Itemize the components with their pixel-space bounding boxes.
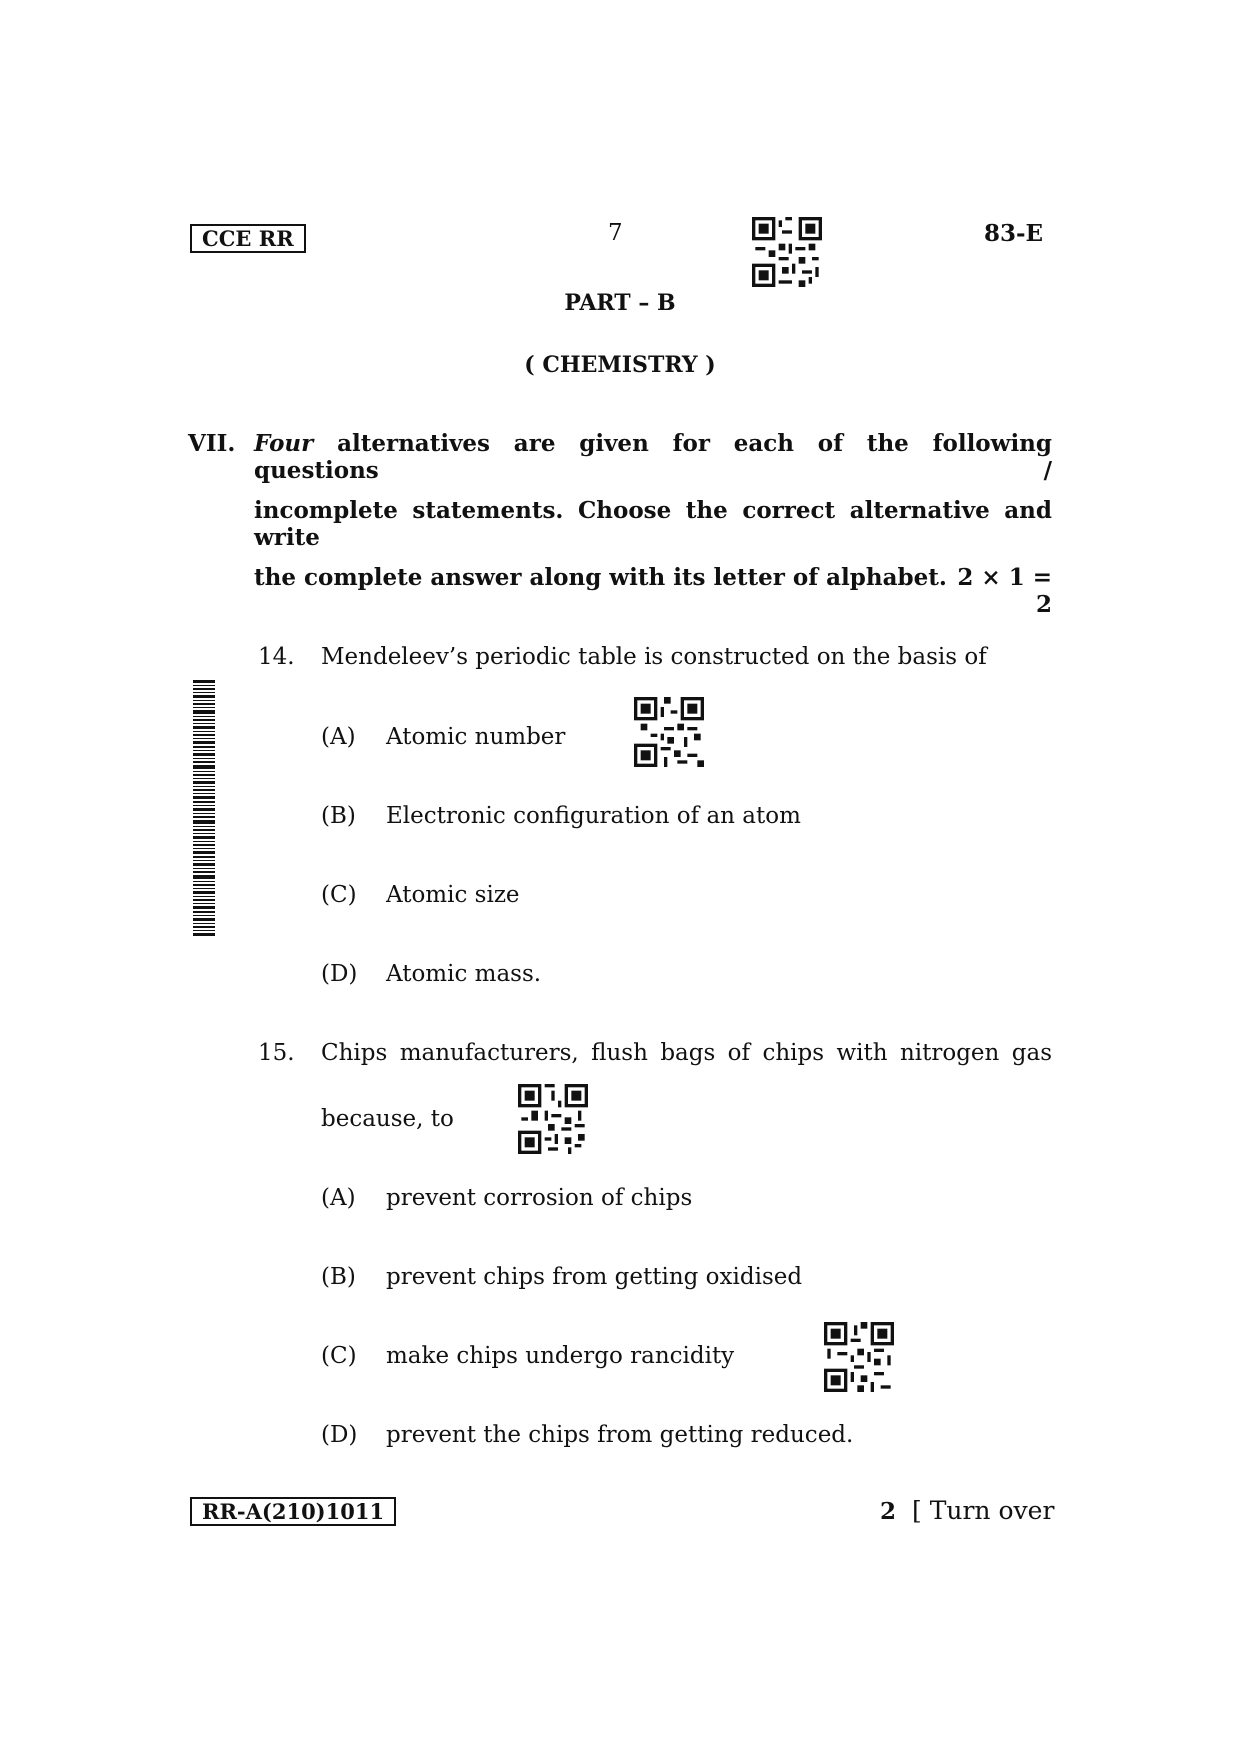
footer-code-box: [190, 1497, 396, 1526]
question-14-number: 14.: [258, 644, 295, 670]
option-text: prevent the chips from getting reduced.: [386, 1422, 854, 1448]
sheet-number: 2: [880, 1498, 897, 1525]
option-letter: (A): [321, 1185, 356, 1211]
option-text: Atomic size: [386, 882, 520, 908]
option-text: prevent corrosion of chips: [386, 1185, 693, 1211]
instruction-line-1-rest: alternatives are given for each of the following questions /: [254, 430, 1052, 484]
question-14-text: Mendeleev’s periodic table is constructed on the basis of: [321, 644, 987, 670]
instruction-line-3: the complete answer along with its letter of alphabet.: [254, 564, 947, 591]
qr-code-icon: [824, 1322, 894, 1392]
section-number: VII.: [188, 430, 236, 457]
option-letter: (B): [321, 803, 356, 829]
qr-code-icon: [752, 217, 822, 287]
option-letter: (C): [321, 882, 357, 908]
paper-code: CCE RR: [202, 226, 294, 251]
option-letter: (B): [321, 1264, 356, 1290]
option-letter: (A): [321, 724, 356, 750]
option-text: prevent chips from getting oxidised: [386, 1264, 803, 1290]
subject-title: ( CHEMISTRY ): [524, 352, 716, 378]
subject-code: 83-E: [984, 220, 1044, 247]
option-text: Electronic configuration of an atom: [386, 803, 801, 829]
option-text: Atomic number: [386, 724, 566, 750]
question-15-number: 15.: [258, 1040, 295, 1066]
option-text: Atomic mass.: [386, 961, 542, 987]
barcode-icon: [193, 680, 215, 938]
marks-allocation: 2 × 1 = 2: [957, 564, 1052, 618]
part-title: PART – B: [564, 290, 676, 316]
option-letter: (D): [321, 1422, 358, 1448]
question-15-text-line-2: because, to: [321, 1106, 454, 1132]
instruction-lead-word: Four: [254, 430, 314, 457]
page-number: 7: [608, 220, 623, 246]
footer-code: RR-A(210)1011: [202, 1499, 385, 1524]
option-text: make chips undergo rancidity: [386, 1343, 735, 1369]
instruction-line-2: incomplete statements. Choose the correct alternative and write: [254, 497, 1052, 551]
option-letter: (D): [321, 961, 358, 987]
turn-over-label: [ Turn over: [912, 1496, 1055, 1525]
question-15-text-line-1: Chips manufacturers, flush bags of chips with nitrogen gas: [321, 1040, 1052, 1066]
option-letter: (C): [321, 1343, 357, 1369]
paper-code-box: [190, 224, 306, 253]
qr-code-icon: [518, 1084, 588, 1154]
instruction-line-1: [254, 430, 1052, 484]
qr-code-icon: [634, 697, 704, 767]
